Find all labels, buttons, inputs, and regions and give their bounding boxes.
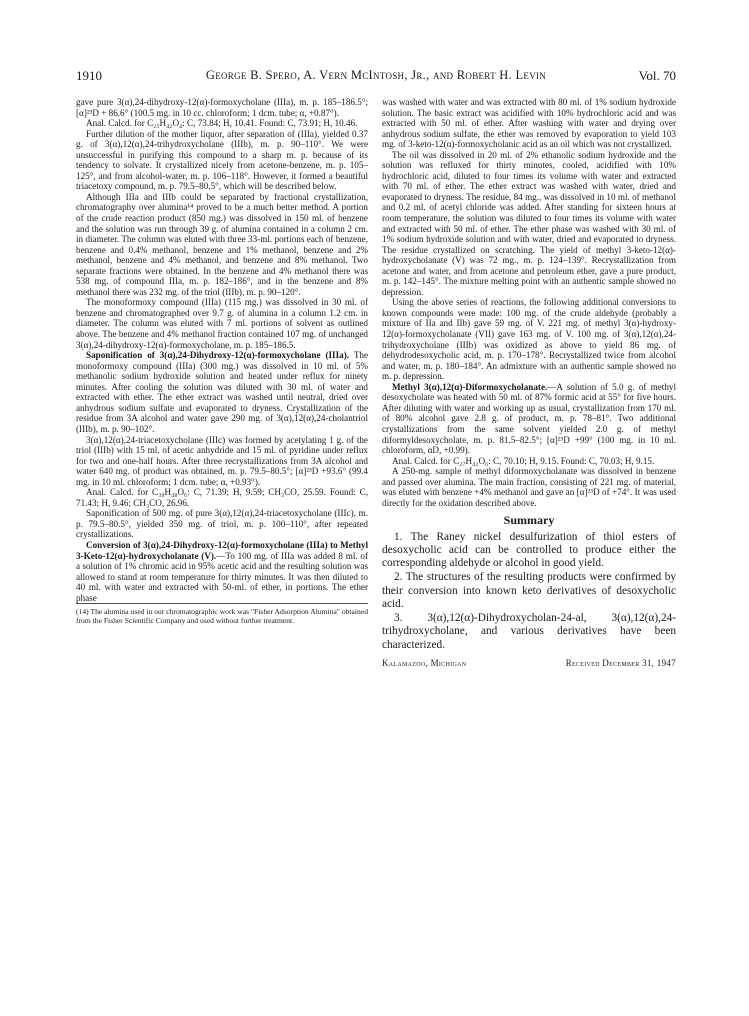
running-authors: George B. Spero, A. Vern McIntosh, Jr., and Robert H. Levin <box>205 68 547 82</box>
summary-item: 2. The structures of the resulting products were confirmed by their conversion into known keto derivatives of desoxycholic acid. <box>382 571 676 610</box>
footnote: (14) The alumina used in our chromatographic work was "Fisher Adsorption Alumina" obtained from the Fisher Scientific Company and used without further treatment. <box>76 603 368 625</box>
paragraph: A 250-mg. sample of methyl diformoxycholanate was dissolved in benzene and passed over alumina. The main fraction, consisting of 221 mg. of material, was eluted with benzene +4% methanol and gave an [α]²³D of +74°. It was used directly for the oxidation described above. <box>382 466 676 508</box>
summary-item: 3. 3(α),12(α)-Dihydroxycholan-24-al, 3(α),12(α),24-trihydroxycholane, and various derivatives have been characterized. <box>382 612 676 651</box>
left-column <box>76 97 368 625</box>
paragraph: Although IIIa and IIIb could be separated by fractional crystallization, chromatography over alumina¹⁴ proved to be a much better method. A portion of the crude reaction product (850 mg.) was dissolved in 150 ml. of benzene and the solution was run through 39 g. of alumina contained in a column 2 cm. in diameter. The column was eluted with three 33-ml. portions each of benzene, benzene and 0.4% methanol, benzene and 1% methanol, benzene and 2% methanol, benzene and 4% methanol, and benzene and 8% methanol. Two separate fractions were obtained. In the benzene and 4% methanol there was 538 mg. of compound IIIa, m. p. 182–186°, and in the benzene and 8% methanol there was 232 mg. of the triol (IIIb), m. p. 90–120°. <box>76 191 368 297</box>
volume-label: Vol. 70 <box>638 68 676 83</box>
paragraph: The oil was dissolved in 20 ml. of 2% ethanolic sodium hydroxide and the solution was refluxed for thirty minutes, cooled, acidified with 10% hydrochloric acid, diluted to four times its volume with water and extracted with 70 ml. of ether. The ether extract was washed with water, dried and evaporated to dryness. The residue, 84 mg., was dissolved in 10 ml. of methanol and 0.2 ml. of acetyl chloride was added. After standing for sixteen hours at room temperature, the solution was diluted to four times its volume with water and extracted with 50 ml. of ether. The ether phase was washed with 30 ml. of 1% sodium hydroxide solution and with water, dried and evaporated to dryness. The residue crystallized on scratching. The yield of methyl 3-keto-12(α)-hydroxycholanate (V) was 72 mg., m. p. 124–139°. Recrystallization from acetone and water, and from acetone and petroleum ether, gave a pure product, m. p. 142–145°. The mixture melting point with an authentic sample showed no depression. <box>382 149 676 297</box>
running-header <box>76 68 676 84</box>
summary-heading: Summary <box>503 513 555 528</box>
page-number: 1910 <box>76 68 102 83</box>
summary-section <box>382 531 676 652</box>
right-column <box>382 97 676 669</box>
section-body: —A solution of 5.0 g. of methyl desoxycholate was heated with 50 ml. of 87% formic acid at 55° for five hours. After diluting with water and working up as usual, crystallization from 170 ml. of 80% alcohol gave 2.8 g. of product, m. p. 78–81°. Two additional crystallizations from the same solvent yielded 2.0 g. of methyl diformyldesoxycholate, m. p. 81.5–82.5°; [α]²³D +99° (100 mg. in 10 ml. chloroform, αD, +0.99). <box>382 381 676 456</box>
paragraph: 3(α),12(α),24-triacetoxycholane (IIIc) was formed by acetylating 1 g. of the triol (IIIb) with 15 ml. of acetic anhydride and 15 ml. of pyridine under reflux for two and one-half hours. After three recrystallizations from 3A alcohol and water 640 mg. of product was obtained, m. p. 79.5–80.5°; [α]²³D +93.6° (99.4 mg. in 10 ml. chloroform; 1 dcm. tube; α, +0.93°). <box>76 434 368 487</box>
analysis-paragraph: Anal. Calcd. for C₂₇H₄₂O₆: C, 70.10; H, 9.15. Found: C, 70.03; H, 9.15. <box>392 455 655 466</box>
received-date: Received December 31, 1947 <box>565 657 676 668</box>
analysis-paragraph: Anal. Calcd. for C₂₅H₄₂O₄: C, 73.84; H, 10.41. Found: C, 73.91; H, 10.46. <box>86 118 358 129</box>
paragraph: was washed with water and was extracted with 80 ml. of 1% sodium hydroxide solution. The basic extract was acidified with 10% hydrochloric acid and was extracted with 50 ml. of ether. After washing with water and drying over anhydrous sodium sulfate, the ether was removed by evaporation to yield 103 mg. of 3-keto-12(α)-formoxycholanic acid as an oil which was not crystallized. <box>382 97 676 150</box>
section-paragraph <box>76 540 368 603</box>
section-heading: Conversion of 3(α),24-Dihydroxy-12(α)-formoxycholane (IIIa) to Methyl 3-Keto-12(α)-hydroxycholanate (V). <box>76 539 368 561</box>
section-heading: Saponification of 3(α),24-Dihydroxy-12(α)-formoxycholane (IIIa). <box>86 350 350 361</box>
summary-item: 1. The Raney nickel desulfurization of thiol esters of desoxycholic acid can be controlled to produce either the corresponding aldehyde or alcohol in good yield. <box>382 530 676 570</box>
affiliation-line <box>382 658 676 669</box>
location: Kalamazoo, Michigan <box>382 657 467 668</box>
section-paragraph <box>76 350 368 434</box>
paragraph: Saponification of 500 mg. of pure 3(α),12(α),24-triacetoxycholane (IIIc), m. p. 79.5–80.5°, yielded 350 mg. of triol, m. p. 100–110°, after repeated crystallizations. <box>76 508 368 540</box>
paragraph: The monoformoxy compound (IIIa) (115 mg.) was dissolved in 30 ml. of benzene and chromatographed over 9.7 g. of alumina in a column 1.2 cm. in diameter. The column was eluted with 7 ml. portions of solvent as outlined above. The benzene and 4% methanol fraction contained 107 mg. of unchanged 3(α),24-dihydroxy-12(α)-formoxycholane, m. p. 185–186.5. <box>76 297 368 350</box>
paragraph: gave pure 3(α),24-dihydroxy-12(α)-formoxycholane (IIIa), m. p. 185–186.5°; [α]²³D + 86.6° (100.5 mg. in 10 cc. chloroform; 1 dcm. tube; α, +0.87°). <box>76 97 368 118</box>
analysis-paragraph: Anal. Calcd. for C₃₀H₄₈O₆: C, 71.39; H, 9.59; CH₃CO, 25.59. Found: C, 71.43; H, 9.46; CH₃CO, 26.96. <box>76 487 368 508</box>
paragraph: Using the above series of reactions, the following additional conversions to known compounds were made: 100 mg. of the crude aldehyde (probably a mixture of IIa and IIb) gave 59 mg. of V. 221 mg. of methyl 3(α)-hydroxy-12(α)-formoxycholanate (VII) gave 163 mg. of V. 100 mg. of 3(α),12(α),24-trihydroxycholane (IIIb) was oxidized as above to yield 86 mg. of dehydrodesoxycholic acid, m. p. 170–178°. Recrystallized twice from alcohol and water, m. p. 180–184°. An admixture with an authentic sample showed no m. p. depression. <box>382 297 676 382</box>
section-heading: Methyl 3(α),12(α)-Diformoxycholanate. <box>392 381 548 392</box>
paragraph: Further dilution of the mother liquor, after separation of (IIIa), yielded 0.37 g. of 3(α),12(α),24-trihydroxycholane (IIIb), m. p. 90–110°. We were unsuccessful in purifying this compound to a sharp m. p. because of its tendency to solvate. It crystallized nicely from acetone-benzene, m. p. 105–125°, and from alcohol-water, m. p. 106–118°. However, it formed a beautiful triacetoxy compound, m. p. 79.5–80.5°, which will be described below. <box>76 128 368 192</box>
section-body: The monoformoxy compound (IIIa) (300 mg.) was dissolved in 10 ml. of 5% methanolic sodium hydroxide solution and heated under reflux for ninety minutes. After cooling the solution was diluted with 30 ml. of water and extracted with ether. The ether extract was washed until neutral, dried over anhydrous sodium sulfate and evaporated to dryness. Crystallization of the residue from 3A alcohol and water gave 290 mg. of 3(α),12(α),24-cholantriol (IIIb), m. p. 90–102°. <box>76 350 368 434</box>
section-paragraph <box>382 382 676 456</box>
section-body: —To 100 mg. of IIIa was added 8 ml. of a solution of 1% chromic acid in 95% acetic acid and the resulting solution was allowed to stand at room temperature for thirty minutes. It was then diluted to 40 ml. with water and extracted with 50-ml. of ether, in portions. The ether phase <box>76 550 369 603</box>
